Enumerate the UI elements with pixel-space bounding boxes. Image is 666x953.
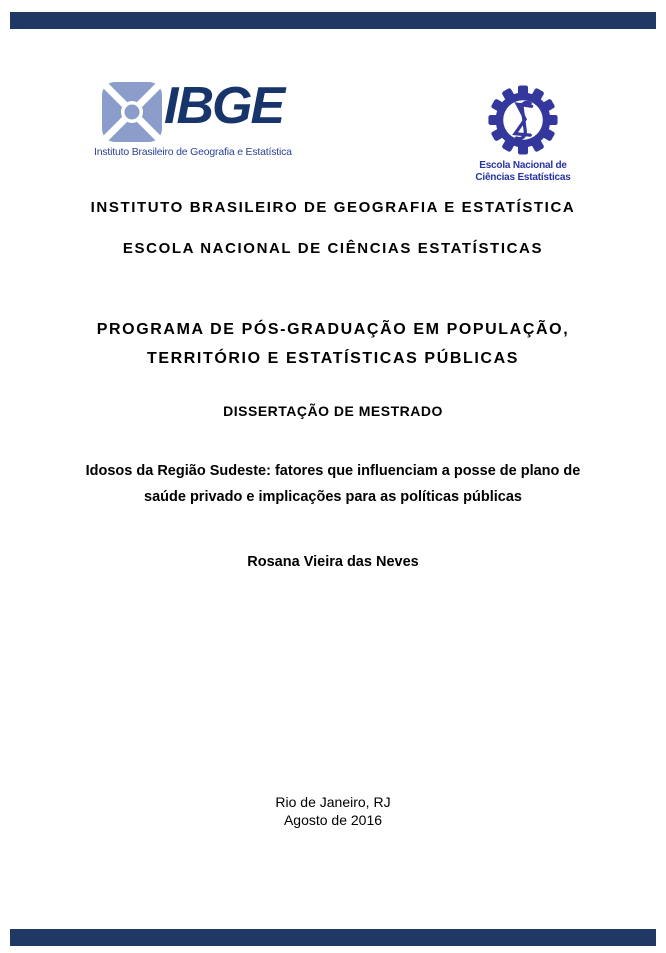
document-type: DISSERTAÇÃO DE MESTRADO [223, 403, 443, 419]
ence-logo-text-line2: Ciências Estatísticas [475, 172, 571, 183]
school-name: ESCOLA NACIONAL DE CIÊNCIAS ESTATÍSTICAS [122, 240, 544, 257]
ence-logo-text-line1: Escola Nacional de [479, 160, 567, 171]
ence-logo-text [460, 160, 586, 184]
program-name-line1: PROGRAMA DE PÓS-GRADUAÇÃO EM POPULAÇÃO, [96, 321, 570, 338]
top-rule-bar [10, 12, 656, 29]
ence-logo [460, 84, 586, 184]
author-name: Rosana Vieira das Neves [247, 554, 419, 570]
ence-gear-icon [487, 84, 559, 156]
ibge-map-icon [102, 82, 162, 142]
program-name [0, 315, 666, 373]
place-line: Rio de Janeiro, RJ [275, 794, 391, 810]
dissertation-title-line2: saúde privado e implicações para as políticas públicas [144, 489, 522, 505]
place-and-date [0, 794, 666, 829]
ibge-tagline: Instituto Brasileiro de Geografia e Estatística [94, 146, 292, 158]
date-line: Agosto de 2016 [283, 811, 383, 828]
dissertation-title [0, 458, 666, 510]
ibge-wordmark: IBGE [164, 77, 284, 135]
dissertation-title-line1: Idosos da Região Sudeste: fatores que influenciam a posse de plano de [85, 463, 581, 479]
program-name-line2: TERRITÓRIO E ESTATÍSTICAS PÚBLICAS [146, 350, 520, 367]
bottom-rule-bar [10, 929, 656, 946]
ibge-logo [94, 77, 320, 166]
institute-name: INSTITUTO BRASILEIRO DE GEOGRAFIA E ESTATÍSTICA [90, 199, 576, 216]
